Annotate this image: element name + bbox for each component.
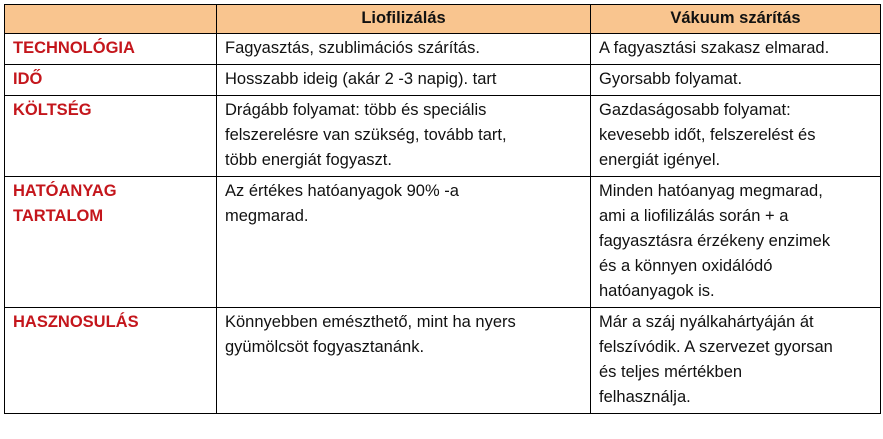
header-vakuum-szaritas: Vákuum szárítás [591, 5, 881, 34]
header-liofilizalas: Liofilizálás [217, 5, 591, 34]
cell-liofilizalas: Drágább folyamat: több és speciális felszerelésre van szükség, tovább tart, több energiát fogyaszt. [217, 96, 591, 177]
row-label: HATÓANYAG TARTALOM [5, 177, 217, 308]
table-row-technologia [5, 34, 881, 65]
cell-vakuum: Gyorsabb folyamat. [591, 65, 881, 96]
comparison-table [4, 4, 881, 414]
cell-vakuum: Minden hatóanyag megmarad, ami a liofilizálás során + a fagyasztásra érzékeny enzimek és a könnyen oxidálódó hatóanyagok is. [591, 177, 881, 308]
table-row-hatoanyag-tartalom [5, 177, 881, 308]
table-row-koltseg [5, 96, 881, 177]
table-row-hasznosulas [5, 308, 881, 414]
row-label: HASZNOSULÁS [5, 308, 217, 414]
cell-vakuum: A fagyasztási szakasz elmarad. [591, 34, 881, 65]
table-header-row [5, 5, 881, 34]
row-label: IDŐ [5, 65, 217, 96]
cell-vakuum: Gazdaságosabb folyamat: kevesebb időt, felszerelést és energiát igényel. [591, 96, 881, 177]
cell-liofilizalas: Könnyebben emészthető, mint ha nyers gyümölcsöt fogyasztanánk. [217, 308, 591, 414]
cell-liofilizalas: Fagyasztás, szublimációs szárítás. [217, 34, 591, 65]
table-row-ido [5, 65, 881, 96]
row-label: KÖLTSÉG [5, 96, 217, 177]
header-empty-cell [5, 5, 217, 34]
cell-liofilizalas: Hosszabb ideig (akár 2 -3 napig). tart [217, 65, 591, 96]
cell-vakuum: Már a száj nyálkahártyáján át felszívódik. A szervezet gyorsan és teljes mértékben felhasználja. [591, 308, 881, 414]
cell-liofilizalas: Az értékes hatóanyagok 90% -a megmarad. [217, 177, 591, 308]
row-label: TECHNOLÓGIA [5, 34, 217, 65]
